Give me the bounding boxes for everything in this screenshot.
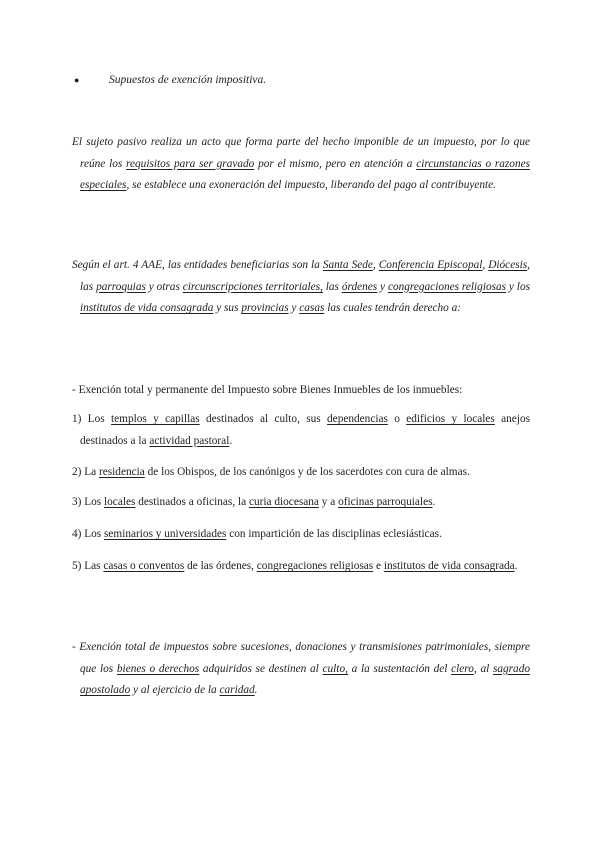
list-item-4: 4) Los seminarios y universidades con impartición de las disciplinas eclesiásticas. [72, 528, 442, 540]
heading-text: Supuestos de exención impositiva. [109, 74, 267, 86]
paragraph-beneficiaries: Según el art. 4 AAE, las entidades beneficiarias son la Santa Sede, Conferencia Episcopal, Diócesis, las parroquias y otras circunscripciones territoriales, las órdenes y congregaciones religiosas y los institutos de vida consagrada y sus provincias y casas las cuales tendrán derecho a: [72, 259, 530, 314]
underlined-term: actividad pastoral [149, 434, 230, 447]
bullet-marker: ● [74, 75, 80, 85]
underlined-term: locales [104, 496, 136, 508]
underlined-term: casas o conventos [103, 560, 185, 572]
underlined-term: provincias [241, 302, 289, 314]
list-item-5: 5) Las casas o conventos de las órdenes, congregaciones religiosas e institutos de vida consagrada. [72, 560, 518, 572]
section-heading [74, 74, 266, 86]
underlined-term: bienes o derechos [116, 662, 200, 675]
paragraph-succession-exemption: - Exención total de impuestos sobre sucesiones, donaciones y transmisiones patrimoniales, siempre que los bienes o derechos adquiridos se destinen al culto, a la sustentación del clero, al sagrado apostolado y al ejercicio de la caridad. [72, 641, 530, 696]
list-item-2: 2) La residencia de los Obispos, de los canónigos y de los sacerdotes con cura de almas. [72, 466, 470, 478]
paragraph-ibi-exemption: - Exención total y permanente del Impuesto sobre Bienes Inmuebles de los inmuebles: [72, 384, 463, 396]
underlined-term: circunscripciones territoriales, [182, 280, 323, 293]
underlined-term: seminarios y universidades [104, 528, 227, 540]
underlined-term: culto, [322, 662, 348, 675]
underlined-term: clero [451, 662, 474, 675]
underlined-term: circunstancias o razones especiales [80, 157, 531, 191]
paragraph-definition: El sujeto pasivo realiza un acto que forma parte del hecho imponible de un impuesto, por lo que reúne los requisitos para ser gravado por el mismo, pero en atención a circunstancias o razones especiales, se establece una exoneración del impuesto, liberando del pago al contribuyente. [72, 136, 531, 191]
underlined-term: templos y capillas [111, 413, 200, 425]
underlined-term: congregaciones religiosas [387, 280, 507, 293]
underlined-term: órdenes [341, 280, 378, 293]
underlined-term: casas [299, 302, 325, 314]
underlined-term: sagrado apostolado [80, 662, 530, 696]
underlined-term: institutos de vida consagrada [383, 560, 515, 572]
underlined-term: parroquias [96, 280, 146, 293]
underlined-term: requisitos para ser gravado [126, 157, 255, 170]
underlined-term: congregaciones religiosas [256, 560, 374, 572]
list-item-3: 3) Los locales destinados a oficinas, la curia diocesana y a oficinas parroquiales. [72, 496, 436, 508]
underlined-term: curia diocesana [248, 496, 319, 508]
underlined-term: edificios y locales [406, 413, 495, 425]
underlined-term: caridad [219, 684, 255, 696]
underlined-term: Santa Sede [322, 259, 373, 271]
underlined-term: oficinas parroquiales [338, 496, 433, 508]
list-item-1: 1) Los templos y capillas destinados al culto, sus dependencias o edificios y locales anejos destinados a la actividad pastoral. [72, 413, 531, 447]
underlined-term: Diócesis [488, 259, 528, 271]
underlined-term: residencia [98, 466, 145, 478]
underlined-term: dependencias [327, 413, 388, 425]
underlined-term: Conferencia Episcopal [378, 259, 483, 271]
underlined-term: institutos de vida consagrada [80, 302, 214, 314]
